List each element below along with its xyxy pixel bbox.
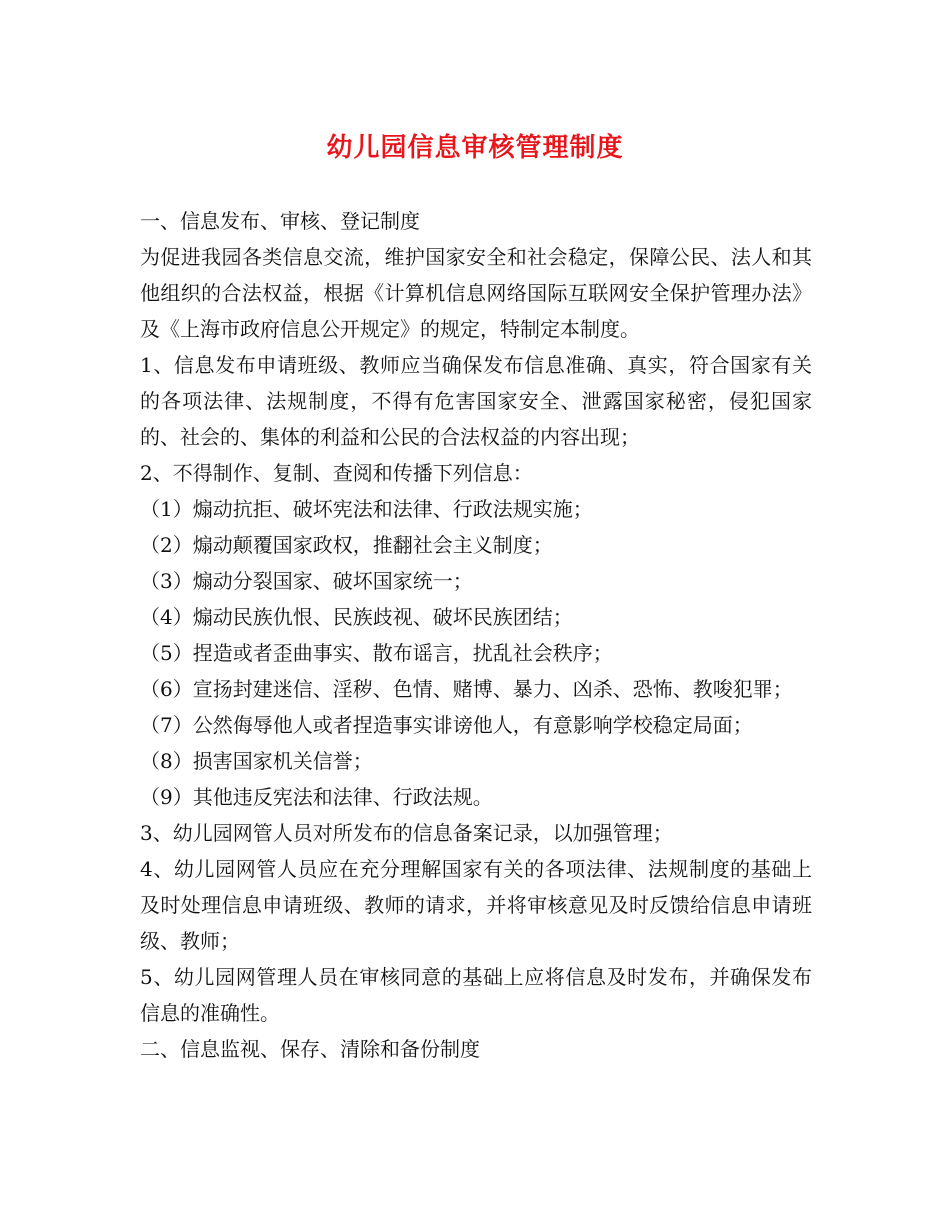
rule-4: 4、幼儿园网管人员应在充分理解国家有关的各项法律、法规制度的基础上及时处理信息申请班级、教师的请求，并将审核意见及时反馈给信息申请班级、教师； (140, 857, 812, 953)
section-heading-2: 二、信息监视、保存、清除和备份制度 (140, 1037, 480, 1061)
prohibited-item-1: （1）煽动抗拒、破坏宪法和法律、行政法规实施； (140, 497, 593, 521)
prohibited-item-8: （8）损害国家机关信誉； (140, 749, 373, 773)
document-title: 幼儿园信息审核管理制度 (326, 133, 624, 163)
intro-paragraph: 为促进我园各类信息交流，维护国家安全和社会稳定，保障公民、法人和其他组织的合法权益，根据《计算机信息网络国际互联网安全保护管理办法》及《上海市政府信息公开规定》的规定，特制定本制度。 (140, 245, 812, 341)
prohibited-item-9: （9）其他违反宪法和法律、行政法规。 (140, 785, 493, 809)
prohibited-item-2: （2）煽动颠覆国家政权，推翻社会主义制度； (140, 533, 553, 557)
section-heading-1: 一、信息发布、审核、登记制度 (140, 209, 420, 233)
rule-2: 2、不得制作、复制、查阅和传播下列信息： (140, 461, 533, 485)
prohibited-item-4: （4）煽动民族仇恨、民族歧视、破坏民族团结； (140, 605, 573, 629)
rule-3: 3、幼儿园网管人员对所发布的信息备案记录，以加强管理； (140, 821, 673, 845)
prohibited-item-7: （7）公然侮辱他人或者捏造事实诽谤他人，有意影响学校稳定局面； (140, 713, 753, 737)
rule-5: 5、幼儿园网管理人员在审核同意的基础上应将信息及时发布，并确保发布信息的准确性。 (140, 965, 812, 1025)
prohibited-item-6: （6）宣扬封建迷信、淫秽、色情、赌博、暴力、凶杀、恐怖、教唆犯罪； (140, 677, 793, 701)
prohibited-item-3: （3）煽动分裂国家、破坏国家统一； (140, 569, 473, 593)
prohibited-item-5: （5）捏造或者歪曲事实、散布谣言，扰乱社会秩序； (140, 641, 613, 665)
rule-1: 1、信息发布申请班级、教师应当确保发布信息准确、真实，符合国家有关的各项法律、法规制度，不得有危害国家安全、泄露国家秘密，侵犯国家的、社会的、集体的利益和公民的合法权益的内容出现； (140, 353, 812, 449)
document-body (140, 203, 812, 1067)
